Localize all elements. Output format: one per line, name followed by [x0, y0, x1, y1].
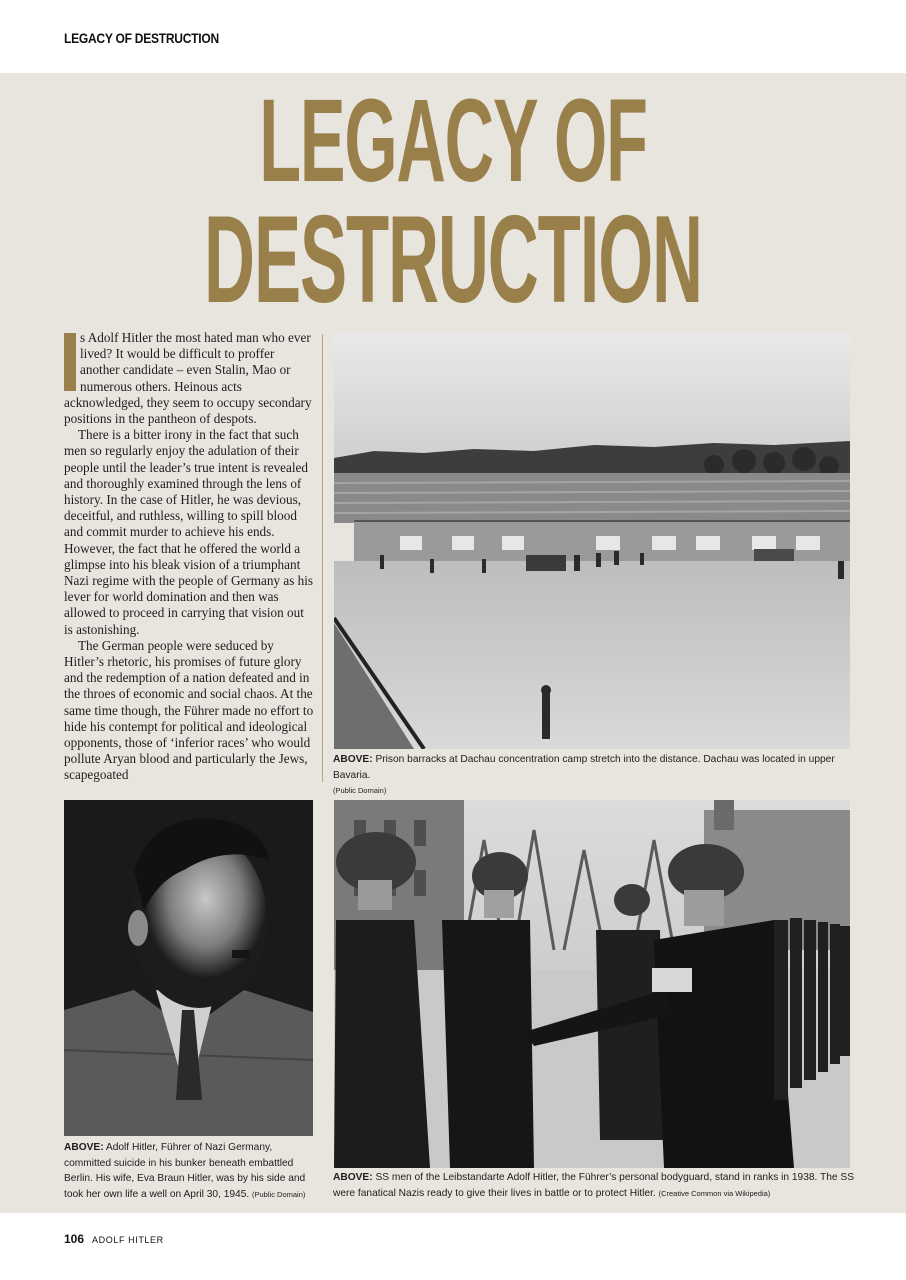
dachau-barracks-photo: [334, 333, 850, 749]
hitler-portrait-photo: [64, 800, 313, 1136]
caption-text: Prison barracks at Dachau concentration camp stretch into the distance. Dachau was located in upper Bavaria.: [333, 754, 835, 781]
caption-label: ABOVE:: [333, 1172, 373, 1183]
article-body: [64, 330, 314, 784]
portrait-caption: [64, 1140, 314, 1202]
running-head: LEGACY OF DESTRUCTION: [64, 30, 219, 46]
dropcap: [64, 333, 76, 391]
caption-label: ABOVE:: [333, 754, 373, 765]
caption-credit: (Creative Common via Wikipedia): [658, 1188, 771, 1198]
dachau-caption: [333, 752, 853, 799]
headline-line-2: DESTRUCTION: [204, 191, 702, 329]
caption-text: Adolf Hitler, Führer of Nazi Germany, committed suicide in his bunker beneath embattled Berlin. His wife, Eva Braun Hitler, was by his side and took her own life a well on April 30, 1945.: [64, 1142, 306, 1200]
article-paragraph: There is a bitter irony in the fact that such men so regularly enjoy the adulation of their people until the leader’s true intent is revealed and thoroughly examined through the lens of history. In the case of Hitler, he was devious, deceitful, and ruthless, willing to spill blood and commit murder to achieve his ends. However, the fact that he offered the world a glimpse into his bleak vision of a triumphant Nazi regime with the people of Germany as his lever for world domination and then was allowed to proceed in carrying that vision out is astonishing.: [64, 427, 314, 637]
page-folio: [64, 1232, 164, 1246]
caption-text: SS men of the Leibstandarte Adolf Hitler, the Führer’s personal bodyguard, stand in ranks in 1938. The SS were fanatical Nazis ready to give their lives in battle or to protect Hitler.: [333, 1172, 854, 1199]
article-paragraph: s Adolf Hitler the most hated man who ever lived? It would be difficult to proffer another candidate – even Stalin, Mao or numerous others. Heinous acts acknowledged, they seem to occupy secondary positions in the pantheon of despots.: [64, 330, 312, 427]
ss-leibstandarte-photo: [334, 800, 850, 1168]
column-divider: [322, 334, 323, 782]
page-number: 106: [64, 1232, 85, 1246]
publication-title: ADOLF HITLER: [92, 1235, 164, 1245]
article-paragraph: The German people were seduced by Hitler’s rhetoric, his promises of future glory and the redemption of a nation defeated and in the throes of economic and social chaos. At the same time though, the Führer made no effort to hide his contempt for political and ideological opponents, those of ‘inferior races’ who would pollute Aryan blood and particularly the Jews, scapegoated: [64, 637, 314, 783]
caption-credit: (Public Domain): [252, 1189, 306, 1199]
caption-credit: (Public Domain): [333, 786, 387, 795]
headline-line-1: LEGACY OF: [259, 75, 647, 207]
ss-caption: [333, 1170, 855, 1201]
caption-label: ABOVE:: [64, 1142, 104, 1153]
